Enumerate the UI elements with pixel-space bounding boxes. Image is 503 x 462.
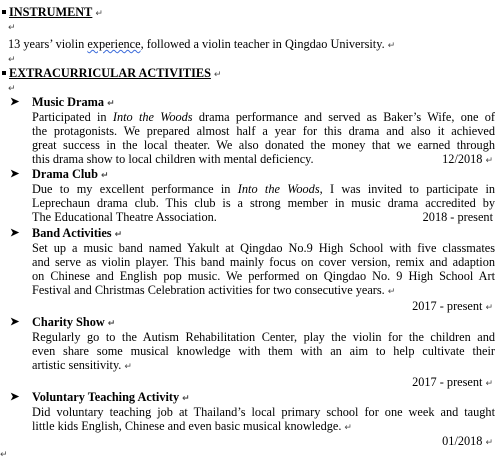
activity-date: 01/2018 ↵ [442,434,493,448]
paragraph-mark-icon: ↵ [485,438,493,448]
arrow-bullet-icon: ➤ [10,316,20,328]
activity-date: 2017 - present ↵ [412,375,493,389]
activity-line: the protagonists. We prepared almost half a year for this drama and also it achieved [32,124,495,138]
activity-line: Participated in Into the Woods drama performance and served as Baker’s Wife, one of [32,110,495,124]
activity-title: Band Activities [32,226,112,240]
activity-line: Did voluntary teaching job at Thailand’s local primary school for one week and taught [32,405,495,419]
paragraph-mark-icon: ↵ [124,362,132,372]
paragraph-mark-icon: ↵ [95,9,103,19]
activity-line: and serve as violin player. This band mainly focus on cover version, remix and adaption [32,255,495,269]
activity-line: great success in the local theater. We also donated the money that we earned through [32,138,495,152]
bullet-dot-icon [2,10,6,14]
paragraph-mark-icon: ↵ [8,23,16,33]
activity-line: little kids English, Chinese and even basic musical knowledge. ↵ [32,419,352,433]
activity-title: Charity Show [32,315,105,329]
blank-line [0,51,503,67]
paragraph-mark-icon: ↵ [0,450,8,460]
paragraph-mark-icon: ↵ [114,230,123,240]
paragraph-mark-icon: ↵ [100,171,109,181]
blank-line [0,446,503,462]
bullet-dot-icon [2,71,6,75]
extracurricular-heading: EXTRACURRICULAR ACTIVITIES [9,66,211,80]
activity-line: artistic sensitivity. ↵ [32,358,132,372]
activity-line: The Educational Theatre Association. [32,210,217,224]
paragraph-mark-icon: ↵ [344,423,352,433]
activity-title: Music Drama [32,95,105,109]
arrow-bullet-icon: ➤ [10,168,20,180]
paragraph-mark-icon: ↵ [485,303,493,313]
paragraph-mark-icon: ↵ [485,156,493,166]
paragraph-mark-icon: ↵ [213,70,222,80]
activity-line: Leprechaun drama club. This club is a strong member in music drama accredited by [32,196,495,210]
arrow-bullet-icon: ➤ [10,391,20,403]
activity-line: even share some musical knowledge with them with an aim to help cultivate their [32,344,495,358]
blank-line [0,80,503,96]
activity-title: Drama Club [32,167,98,181]
paragraph-mark-icon: ↵ [8,55,16,65]
activity-date: 12/2018 ↵ [442,152,493,166]
activity-line: this drama show to local children with mental deficiency. [32,152,314,166]
arrow-bullet-icon: ➤ [10,96,20,108]
paragraph-mark-icon: ↵ [387,41,396,51]
paragraph-mark-icon: ↵ [8,84,16,94]
instrument-text: 13 years’ violin experience, followed a violin teacher in Qingdao University. ↵ [8,37,396,51]
arrow-bullet-icon: ➤ [10,227,20,239]
instrument-heading: INSTRUMENT [9,5,93,19]
paragraph-mark-icon: ↵ [485,379,493,389]
activity-date: 2017 - present ↵ [412,299,493,313]
activity-title: Voluntary Teaching Activity [32,390,180,404]
paragraph-mark-icon: ↵ [107,99,115,109]
activity-line: Due to my excellent performance in Into the Woods, I was invited to participate in [32,182,496,196]
activity-date: 2018 - present [422,210,493,224]
activity-line: Festival and Christmas Celebration activities for two consecutive years. ↵ [32,283,396,297]
blank-line [0,19,503,35]
paragraph-mark-icon: ↵ [182,394,190,404]
paragraph-mark-icon: ↵ [107,319,116,329]
activity-line: Regularly go to the Autism Rehabilitation Center, play the violin for the children and [32,330,495,344]
activity-line: on Chinese and English pop music. We performed on Qingdao No. 9 High School Art [32,269,495,283]
activity-line: Set up a music band named Yakult at Qingdao No.9 High School with five classmates [32,241,495,255]
paragraph-mark-icon: ↵ [387,287,396,297]
